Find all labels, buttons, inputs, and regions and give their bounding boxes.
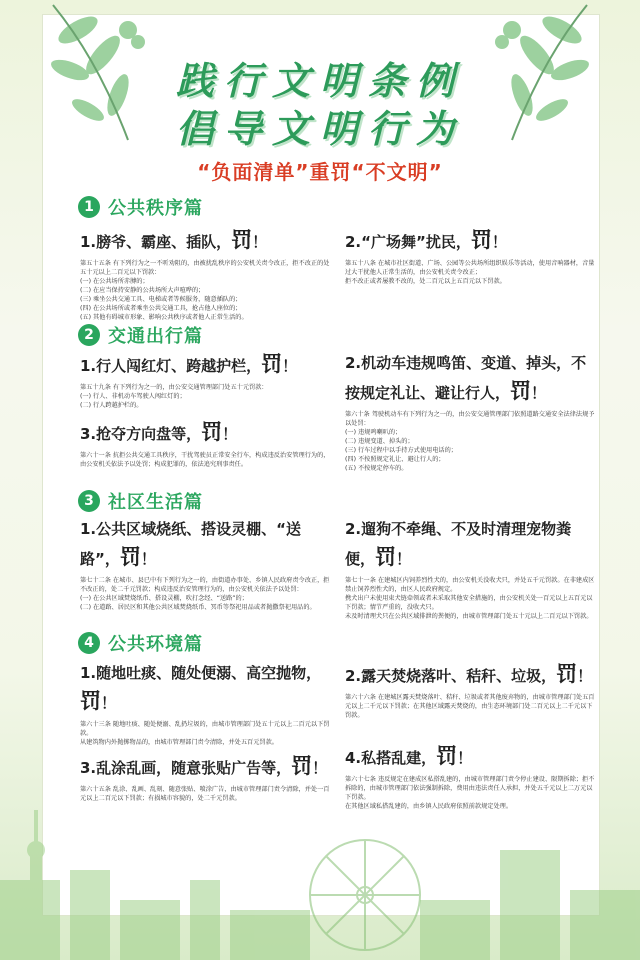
rule-body: 第五十五条 有下列行为之一不听劝阻的，由被扰乱秩序的公安机关责令改正，拒不改正的处五十元以上二百元以下罚款： (一) 在公共场所赤膊的； (二) 在应当保持安静的公共场所大声喧哗的； (三) 乘坐公共交通工具、电梯或者等候服务，随意插队的； (四) 在公共场所或者乘坐公共交通工具，抢占他人座位的； (五) 其他有碍城市形象、影响公共秩序或者他人正常生活的。 (80, 260, 330, 321)
rule-item (345, 226, 595, 286)
rule-body: 第六十五条 乱涂、乱画、乱刻、随意张贴、喷涂广告，由城市管理部门责令清除，并处一百元以上二百元以下罚款；有损城市容貌的，处二千元罚款。 (80, 786, 330, 802)
rule-item (80, 226, 330, 322)
rule-heading: 3.乱涂乱画，随意张贴广告等，罚！ (80, 753, 328, 778)
rule-heading: 2.遛狗不牵绳、不及时清理宠物粪便，罚！ (345, 520, 572, 569)
rule-heading: 1.行人闯红灯、跨越护栏，罚！ (80, 351, 298, 376)
main-title-line1: 践行文明条例 (175, 58, 464, 103)
rule-body: 第五十八条 在城市社区街道、广场、公园等公共场所组织娱乐等活动，使用音响器材，音量过大干扰他人正常生活的，由公安机关责令改正； 拒不改正或者屡教不改的，处二百元以上五百元以下罚款。 (345, 260, 595, 285)
section-title: 公共秩序篇 (108, 198, 203, 219)
rule-heading: 4.私搭乱建，罚！ (345, 743, 473, 768)
subtitle: “负面清单”重罚“不文明” (197, 160, 443, 184)
section-number: 4 (78, 632, 100, 654)
section-heading-community (78, 488, 203, 514)
rule-item (345, 516, 595, 621)
rule-heading: 2.露天焚烧落叶、秸秆、垃圾，罚！ (345, 661, 593, 686)
section-heading-public-order (78, 194, 203, 220)
rule-item (80, 660, 330, 747)
rule-heading: 1.公共区域烧纸、搭设灵棚、“送路”，罚！ (80, 520, 301, 569)
rule-body: 第五十九条 有下列行为之一的，由公安交通管理部门处五十元罚款： (一) 行人、非机动车驾驶人闯红灯的； (二) 行人跨越护栏的。 (80, 384, 268, 409)
rule-body: 第六十三条 随地吐痰、随处便溺、乱扔垃圾的，由城市管理部门处五十元以上二百元以下罚款。 从建筑物内外抛掷物品的，由城市管理部门责令清除，并处五百元罚款。 (80, 721, 330, 746)
section-title: 公共环境篇 (108, 634, 203, 655)
rule-item (80, 418, 330, 469)
rule-body: 第七十二条 在城市、县已中有下列行为之一的，由街道办事处、乡镇人民政府责令改正，拒不改正的，处二千元罚款；构成违反治安管理行为的，由公安机关依法予以处罚： (一) 在公共区域焚烧纸币、搭设灵棚，吹打念经、“送路”的； (二) 在道路、居民区和其他公共区域焚烧纸币、冥币等祭祀用品或者抛撒祭祀用品的。 (80, 577, 330, 611)
rule-item (345, 350, 595, 473)
main-title-line2: 倡导文明行为 (175, 106, 464, 151)
section-number: 3 (78, 490, 100, 512)
rule-heading: 1.随地吐痰、随处便溺、高空抛物，罚！ (80, 664, 322, 713)
rule-body: 第六十七条 违反规定在建成区私搭乱建的，由城市管理部门责令停止建设、限期拆除；拒不拆除的，由城市管理部门依法强制拆除，费用由违法责任人承担，并处五千元以上二万元以下罚款。 在其他区域私搭乱建的，由乡镇人民政府依照前款规定处理。 (345, 776, 595, 810)
rule-item (80, 516, 330, 612)
rule-item (345, 742, 595, 811)
section-number: 1 (78, 196, 100, 218)
section-number: 2 (78, 324, 100, 346)
rule-heading: 2.机动车违规鸣笛、变道、掉头，不按规定礼让、避让行人，罚！ (345, 354, 587, 403)
section-heading-environment (78, 630, 203, 656)
section-heading-traffic (78, 322, 203, 348)
rule-heading: 2.“广场舞”扰民，罚！ (345, 227, 507, 252)
rule-heading: 3.抢夺方向盘等，罚！ (80, 419, 238, 444)
rule-item (80, 752, 330, 803)
rule-item (80, 350, 330, 410)
rule-body: 第六十一条 抗拒公共交通工具秩序，干扰驾驶员正常安全行车，构成违反治安管理行为的，由公安机关依法予以处罚；构成犯罪的，依法追究刑事责任。 (80, 452, 330, 468)
section-title: 交通出行篇 (108, 326, 203, 347)
rule-item (345, 660, 595, 720)
section-title: 社区生活篇 (108, 492, 203, 513)
rule-heading: 1.膀爷、霸座、插队，罚！ (80, 227, 268, 252)
rule-body: 第六十六条 在建城区露天焚烧落叶、秸秆、垃圾或者其他废弃物的，由城市管理部门处五百元以上二千元以下罚款；在其他区域露天焚烧的，由生态环境部门处二百元以上二千元以下罚款。 (345, 694, 595, 719)
city-skyline-icon (0, 810, 640, 960)
rule-body: 第七十一条 在建城区内饲养烈性犬的，由公安机关没收犬只，并处五千元罚款。在非建成区禁止饲养烈性犬的，由区人民政府规定。 携犬出户未使用束犬链牵领或者未采取其他安全措施的，由公安机关处一百元以上五百元以下罚款；情节严重的，没收犬只。 未及时清理犬只在公共区域排泄的粪便的，由城市管理部门处五十元以上二百元以下罚款。 (345, 577, 595, 620)
rule-body: 第六十条 驾驶机动车有下列行为之一的，由公安交通管理部门依照道路交通安全法律法规予以处罚： (一) 违规鸣喇叭的； (二) 违规变道、掉头的； (三) 行车过程中以手持方式使用电话的； (四) 不按照规定礼让、避让行人的； (五) 不按规定停车的。 (345, 411, 595, 472)
